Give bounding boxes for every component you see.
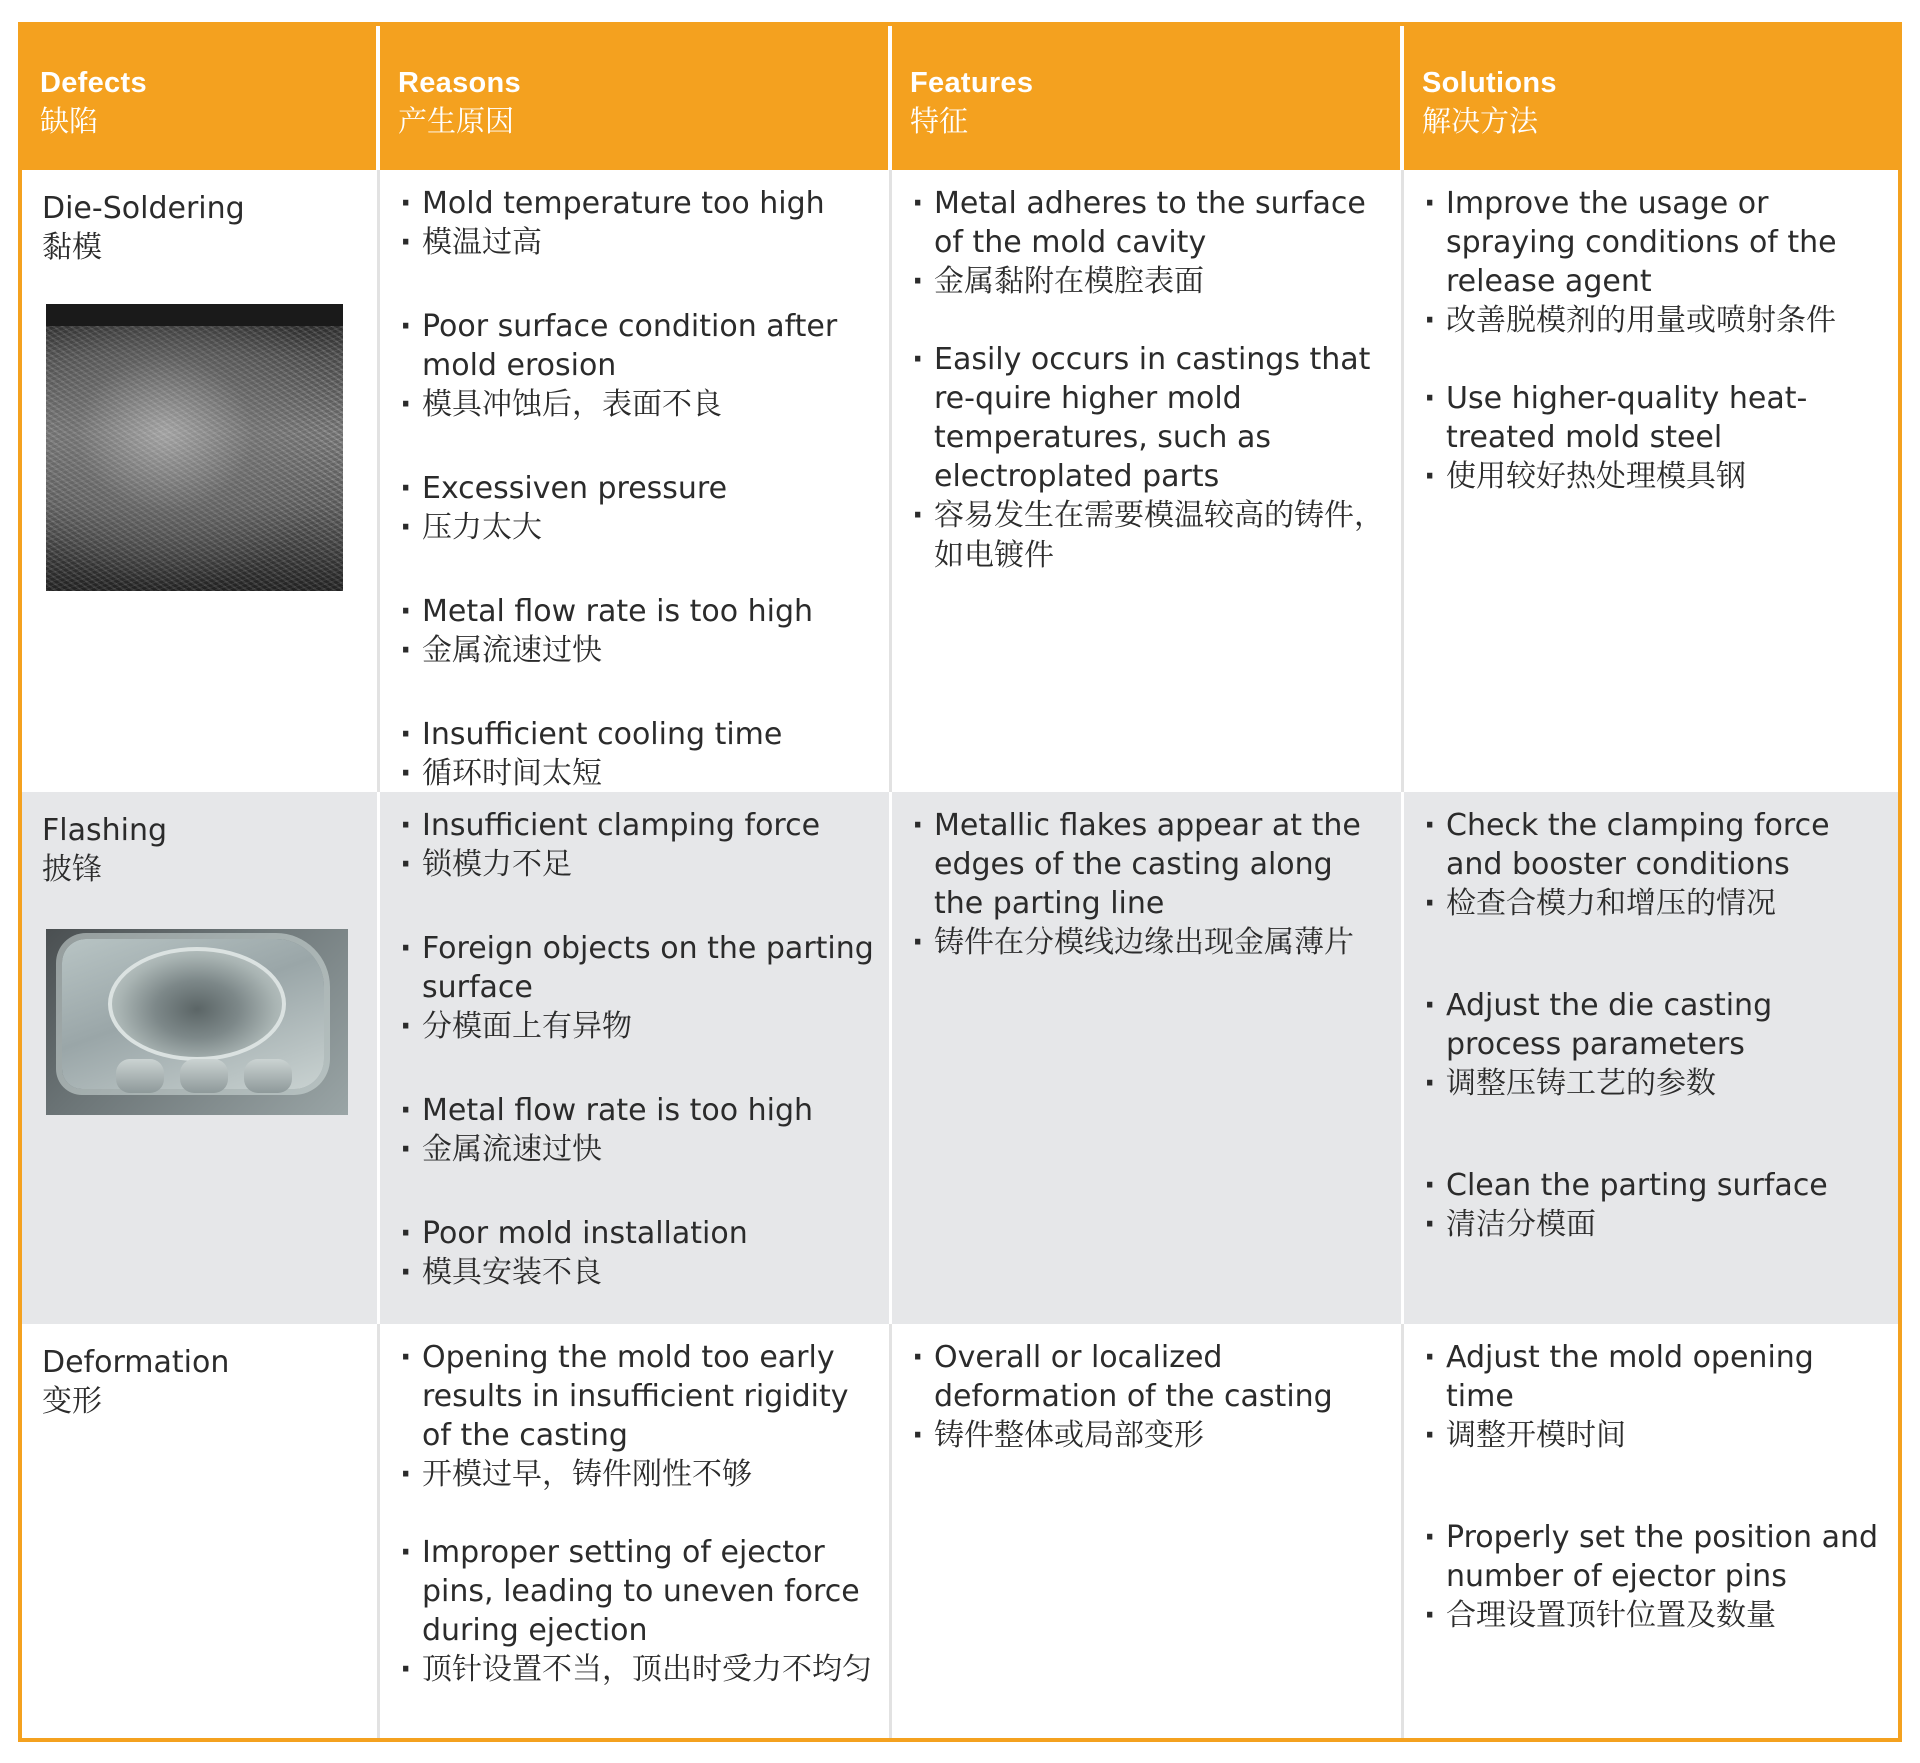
list-item: · Metal adheres to the surface of the mold cavity [912, 184, 1387, 262]
list-item: · Insufficient clamping force [400, 806, 875, 845]
list-item: · 顶针设置不当，顶出时受力不均匀 [400, 1650, 875, 1690]
table-header [22, 26, 1898, 170]
features-cell [892, 792, 1404, 1324]
header-reasons [380, 26, 892, 170]
list-item: · 分模面上有异物 [400, 1007, 875, 1047]
list-item: · Check the clamping force and booster conditions [1424, 806, 1884, 884]
features-cell [892, 170, 1404, 792]
list-item: · Properly set the position and number of ejector pins [1424, 1518, 1884, 1596]
defect-name-en: Deformation [42, 1345, 230, 1380]
die-soldering-photo [46, 304, 343, 591]
list-item: · Excessiven pressure [400, 469, 875, 508]
header-defects-zh: 缺陷 [40, 104, 99, 138]
list-item: · Improve the usage or spraying conditions of the release agent [1424, 184, 1884, 301]
table-row [22, 170, 1898, 792]
list-item: · Insufficient cooling time [400, 715, 875, 754]
list-item: · Poor surface condition after mold erosion [400, 307, 875, 385]
list-item: · 铸件整体或局部变形 [912, 1416, 1387, 1456]
header-reasons-zh: 产生原因 [398, 104, 515, 138]
list-item: · Clean the parting surface [1424, 1166, 1884, 1205]
header-solutions [1404, 26, 1898, 170]
solutions-cell [1404, 1324, 1898, 1738]
defect-cell [22, 1324, 380, 1738]
list-item: · 检查合模力和增压的情况 [1424, 884, 1884, 924]
table-row [22, 792, 1898, 1324]
header-defects-en: Defects [40, 67, 147, 99]
reasons-cell [380, 170, 892, 792]
table-row [22, 1324, 1898, 1738]
reasons-cell [380, 1324, 892, 1738]
list-item: · Improper setting of ejector pins, leading to uneven force during ejection [400, 1533, 875, 1650]
list-item: · 调整压铸工艺的参数 [1424, 1064, 1884, 1104]
list-item: · Mold temperature too high [400, 184, 875, 223]
list-item: · 压力太大 [400, 508, 875, 548]
list-item: · 锁模力不足 [400, 845, 875, 885]
list-item: · 循环时间太短 [400, 754, 875, 792]
list-item: · Adjust the mold opening time [1424, 1338, 1884, 1416]
header-features-zh: 特征 [910, 104, 969, 138]
list-item: · Metallic flakes appear at the edges of the casting along the parting line [912, 806, 1387, 923]
header-solutions-zh: 解决方法 [1422, 104, 1539, 138]
list-item: · Easily occurs in castings that re-quire higher mold temperatures, such as electroplated parts [912, 340, 1387, 496]
list-item: · 铸件在分模线边缘出现金属薄片 [912, 923, 1387, 963]
list-item: · 金属流速过快 [400, 631, 875, 671]
header-features [892, 26, 1404, 170]
list-item: · 使用较好热处理模具钢 [1424, 457, 1884, 497]
header-reasons-en: Reasons [398, 67, 521, 99]
list-item: · Opening the mold too early results in insufficient rigidity of the casting [400, 1338, 875, 1455]
list-item: · 金属黏附在模腔表面 [912, 262, 1387, 302]
list-item: · 合理设置顶针位置及数量 [1424, 1596, 1884, 1636]
features-cell [892, 1324, 1404, 1738]
list-item: · 清洁分模面 [1424, 1205, 1884, 1245]
list-item: · Poor mold installation [400, 1214, 875, 1253]
list-item: · 模温过高 [400, 223, 875, 263]
solutions-cell [1404, 792, 1898, 1324]
list-item: · Adjust the die casting process parameters [1424, 986, 1884, 1064]
header-solutions-en: Solutions [1422, 67, 1557, 99]
list-item: · 模具安装不良 [400, 1253, 875, 1293]
list-item: · Use higher-quality heat-treated mold steel [1424, 379, 1884, 457]
list-item: · 调整开模时间 [1424, 1416, 1884, 1456]
defects-table [18, 22, 1902, 1742]
defect-name-zh: 黏模 [42, 230, 102, 265]
list-item: · Overall or localized deformation of the casting [912, 1338, 1387, 1416]
defect-name-zh: 变形 [42, 1384, 102, 1419]
defect-name-en: Die-Soldering [42, 191, 245, 226]
flashing-photo [46, 929, 348, 1115]
list-item: · Foreign objects on the parting surface [400, 929, 875, 1007]
header-features-en: Features [910, 67, 1034, 99]
list-item: · 开模过早，铸件刚性不够 [400, 1455, 875, 1495]
list-item: · 改善脱模剂的用量或喷射条件 [1424, 301, 1884, 341]
reasons-cell [380, 792, 892, 1324]
defect-cell [22, 170, 380, 792]
solutions-cell [1404, 170, 1898, 792]
defect-name-zh: 披锋 [42, 852, 102, 887]
list-item: · 模具冲蚀后，表面不良 [400, 385, 875, 425]
defect-cell [22, 792, 380, 1324]
defect-name-en: Flashing [42, 813, 168, 848]
list-item: · 容易发生在需要模温较高的铸件，如电镀件 [912, 496, 1387, 576]
header-defects [22, 26, 380, 170]
list-item: · Metal flow rate is too high [400, 1091, 875, 1130]
list-item: · Metal flow rate is too high [400, 592, 875, 631]
list-item: · 金属流速过快 [400, 1130, 875, 1170]
